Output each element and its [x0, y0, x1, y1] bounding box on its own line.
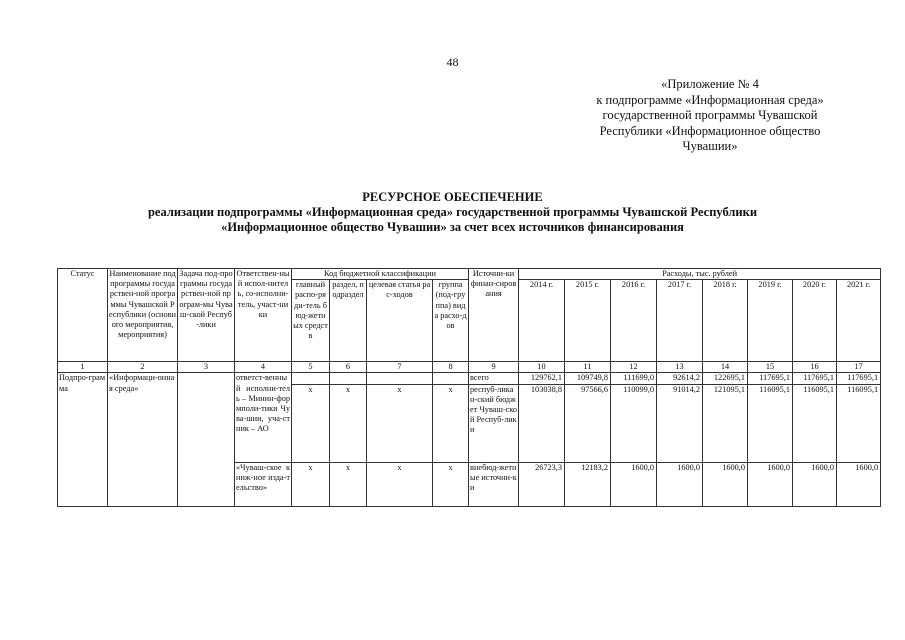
value-cell: 122695,1 — [703, 373, 748, 384]
col-number: 12 — [611, 362, 657, 373]
value-cell: 116095,1 — [748, 384, 793, 462]
title-line-3: «Информационное общество Чувашии» за счет всех источников финансирования — [221, 220, 684, 234]
col-number: 16 — [793, 362, 837, 373]
col-number: 3 — [178, 362, 235, 373]
header-year: 2016 г. — [611, 280, 657, 362]
appendix-line-5: Чувашии» — [682, 139, 738, 153]
col-number: 17 — [837, 362, 881, 373]
task-cell — [178, 373, 235, 506]
section-cell — [330, 373, 367, 384]
appendix-line-1: «Приложение № 4 — [661, 77, 759, 91]
header-year: 2019 г. — [748, 280, 793, 362]
value-cell: 103038,8 — [519, 384, 565, 462]
appendix-line-3: государственной программы Чувашской — [602, 108, 818, 122]
value-cell: 1600,0 — [793, 462, 837, 506]
header-year: 2014 г. — [519, 280, 565, 362]
col-number: 13 — [657, 362, 703, 373]
main-manager-cell: x — [292, 384, 330, 462]
status-cell: Подпро-грамма — [58, 373, 108, 506]
value-cell: 117695,1 — [748, 373, 793, 384]
value-cell: 1600,0 — [837, 462, 881, 506]
target-item-cell — [367, 373, 433, 384]
col-number: 15 — [748, 362, 793, 373]
value-cell: 97566,6 — [565, 384, 611, 462]
col-number: 2 — [108, 362, 178, 373]
header-budget-code: Код бюджетной классификации — [292, 269, 469, 280]
col-number: 1 — [58, 362, 108, 373]
header-year: 2018 г. — [703, 280, 748, 362]
col-number: 9 — [469, 362, 519, 373]
value-cell: 12183,2 — [565, 462, 611, 506]
header-main-manager: главный распо-ряди-тель бюд-жетных средств — [292, 280, 330, 362]
main-manager-cell: x — [292, 462, 330, 506]
target-item-cell: x — [367, 384, 433, 462]
value-cell: 117695,1 — [793, 373, 837, 384]
col-number: 14 — [703, 362, 748, 373]
value-cell: 1600,0 — [703, 462, 748, 506]
value-cell: 110099,0 — [611, 384, 657, 462]
value-cell: 116095,1 — [793, 384, 837, 462]
header-name: Наименование подпрограммы государствен-ной программы Чувашской Республики (основного мероприятия, мероприятия) — [108, 269, 178, 362]
title-line-1: РЕСУРСНОЕ ОБЕСПЕЧЕНИЕ — [362, 190, 543, 204]
col-number: 8 — [433, 362, 469, 373]
resource-table — [57, 268, 881, 507]
source-cell: всего — [469, 373, 519, 384]
value-cell: 92614,2 — [657, 373, 703, 384]
header-target-item: целевая статья рас-ходов — [367, 280, 433, 362]
expense-group-cell — [433, 373, 469, 384]
header-status: Статус — [58, 269, 108, 362]
appendix-caption — [560, 77, 860, 155]
responsible-cell: «Чуваш-ское книж-ное изда-тельство» — [235, 462, 292, 506]
value-cell: 129762,1 — [519, 373, 565, 384]
name-cell: «Информаци-онная среда» — [108, 373, 178, 506]
title-line-2: реализации подпрограммы «Информационная среда» государственной программы Чувашской Республики — [147, 205, 758, 219]
col-number: 5 — [292, 362, 330, 373]
header-row-1 — [58, 269, 881, 280]
header-year: 2021 г. — [837, 280, 881, 362]
col-number: 6 — [330, 362, 367, 373]
col-number: 7 — [367, 362, 433, 373]
value-cell: 1600,0 — [611, 462, 657, 506]
appendix-line-2: к подпрограмме «Информационная среда» — [596, 92, 824, 107]
section-cell: x — [330, 384, 367, 462]
col-number: 11 — [565, 362, 611, 373]
value-cell: 116095,1 — [837, 384, 881, 462]
value-cell: 109749,8 — [565, 373, 611, 384]
header-expense-group: группа (под-группа) вида расхо-дов — [433, 280, 469, 362]
source-cell: респуб-ликан-ский бюджет Чуваш-ской Респуб-лики — [469, 384, 519, 462]
target-item-cell: x — [367, 462, 433, 506]
value-cell: 117695,1 — [837, 373, 881, 384]
section-cell: x — [330, 462, 367, 506]
header-year: 2015 г. — [565, 280, 611, 362]
value-cell: 91014,2 — [657, 384, 703, 462]
value-cell: 121095,1 — [703, 384, 748, 462]
header-source: Источни-ки финан-сирования — [469, 269, 519, 362]
value-cell: 1600,0 — [657, 462, 703, 506]
header-section: раздел, подраздел — [330, 280, 367, 362]
header-expenses: Расходы, тыс. рублей — [519, 269, 881, 280]
col-number: 10 — [519, 362, 565, 373]
page-number: 48 — [446, 55, 459, 69]
header-responsible: Ответствен-ный испол-нитель, со-исполни-тель, участ-ники — [235, 269, 292, 362]
header-year: 2017 г. — [657, 280, 703, 362]
expense-group-cell: x — [433, 462, 469, 506]
expense-group-cell: x — [433, 384, 469, 462]
document-title — [60, 190, 845, 235]
appendix-line-4: Республики «Информационное общество — [599, 123, 821, 138]
header-year: 2020 г. — [793, 280, 837, 362]
column-number-row — [58, 362, 881, 373]
value-cell: 26723,3 — [519, 462, 565, 506]
table-row — [58, 373, 881, 384]
value-cell: 1600,0 — [748, 462, 793, 506]
source-cell: внебюд-жетные источни-ки — [469, 462, 519, 506]
col-number: 4 — [235, 362, 292, 373]
value-cell: 111699,0 — [611, 373, 657, 384]
main-manager-cell — [292, 373, 330, 384]
responsible-cell: ответст-венный исполни-тель – Минин-формполи-тики Чува-шии, уча-стник – АО — [235, 373, 292, 462]
header-task: Задача под-программы государствен-ной програм-мы Чуваш-ской Респуб-лики — [178, 269, 235, 362]
